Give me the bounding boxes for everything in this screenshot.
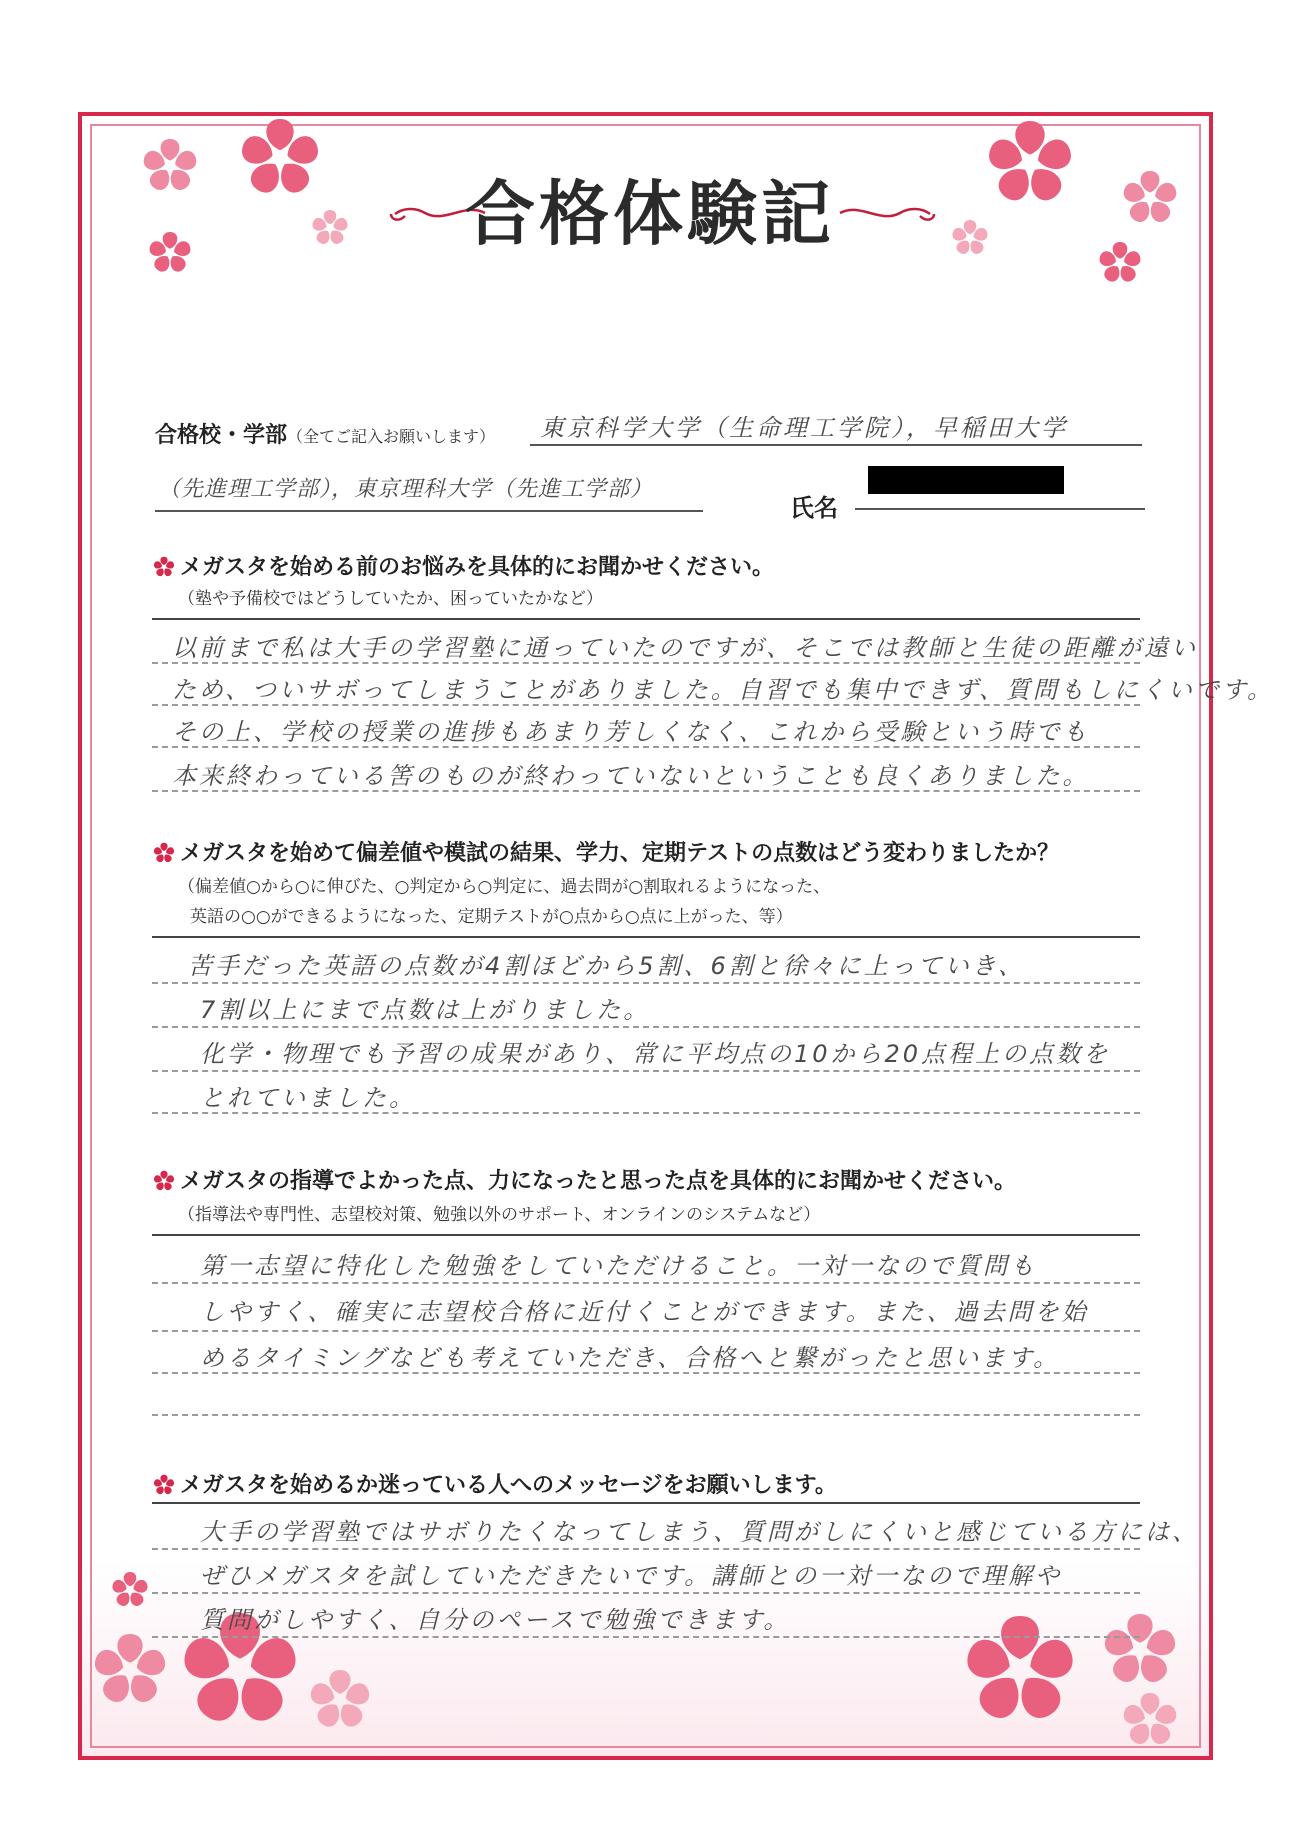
- rule: [152, 746, 1140, 748]
- sakura-decoration-bottom-right: [930, 1580, 1210, 1750]
- rule: [152, 1502, 1140, 1504]
- question-2-text: メガスタを始めて偏差値や模試の結果、学力、定期テストの点数はどう変わりましたか？: [180, 841, 1060, 866]
- school-note: （全てご記入お願いします）: [287, 427, 496, 446]
- answer-3-line3: めるタイミングなども考えていただき、合格へと繋がったと思います。: [200, 1344, 1061, 1372]
- school-underline-2: [155, 510, 703, 512]
- question-1-text: メガスタを始める前のお悩みを具体的にお聞かせください。: [180, 555, 775, 580]
- school-label: 合格校・学部: [155, 423, 288, 448]
- rule: [152, 1026, 1140, 1028]
- answer-2-line2: 7割以上にまで点数は上がりました。: [200, 996, 651, 1024]
- answer-2-line3: 化学・物理でも予習の成果があり、常に平均点の10から20点程上の点数を: [200, 1040, 1111, 1068]
- rule: [152, 704, 1140, 706]
- answer-2-line1: 苦手だった英語の点数が4割ほどから5割、6割と徐々に上っていき、: [188, 952, 1025, 980]
- school-answer-line2: （先進理工学部），東京理科大学（先進工学部）: [158, 477, 654, 502]
- answer-2-line4: とれていました。: [200, 1084, 416, 1112]
- question-2: [152, 836, 1059, 867]
- question-4-text: メガスタを始めるか迷っている人へのメッセージをお願いします。: [180, 1473, 837, 1498]
- answer-4-line1: 大手の学習塾ではサボりたくなってしまう、質問がしにくいと感じている方には、: [200, 1518, 1199, 1546]
- rule: [152, 790, 1140, 792]
- rule: [152, 1548, 1140, 1550]
- rule: [152, 1414, 1140, 1416]
- sakura-bullet-icon: [152, 842, 176, 864]
- rule: [152, 1592, 1140, 1594]
- name-redaction: [868, 466, 1064, 494]
- rule: [152, 936, 1140, 938]
- rule: [152, 618, 1140, 620]
- answer-3-line1: 第一志望に特化した勉強をしていただけること。一対一なので質問も: [200, 1252, 1037, 1280]
- answer-4-line3: 質問がしやすく、自分のペースで勉強できます。: [200, 1606, 791, 1634]
- rule: [152, 1636, 1140, 1638]
- answer-1-line3: その上、学校の授業の進捗もあまり芳しくなく、これから受験という時でも: [172, 718, 1090, 746]
- question-4: [152, 1468, 837, 1499]
- sakura-bullet-icon: [152, 556, 176, 578]
- rule: [152, 1372, 1140, 1374]
- rule: [152, 662, 1140, 664]
- rule: [152, 982, 1140, 984]
- sakura-bullet-icon: [152, 1170, 176, 1192]
- rule: [152, 1070, 1140, 1072]
- question-2-hint-2: 英語の○○ができるようになった、定期テストが○点から○点に上がった、等）: [190, 907, 793, 927]
- answer-1-line4: 本来終わっている筈のものが終わっていないということも良くありました。: [172, 762, 1090, 790]
- rule: [152, 1282, 1140, 1284]
- answer-3-line2: しやすく、確実に志望校合格に近付くことができます。また、過去問を始: [200, 1298, 1089, 1326]
- school-answer-line1: 東京科学大学（生命理工学院），早稲田大学: [540, 414, 1068, 442]
- rule: [152, 1234, 1140, 1236]
- sakura-bullet-icon: [152, 1474, 176, 1496]
- question-3: [152, 1164, 1016, 1195]
- school-underline-1: [530, 444, 1142, 446]
- answer-4-line2: ぜひメガスタを試していただきたいです。講師との一対一なので理解や: [200, 1562, 1063, 1590]
- question-2-hint-1: （偏差値○から○に伸びた、○判定から○判定に、過去問が○割取れるようになった、: [178, 877, 831, 897]
- question-3-hint: （指導法や専門性、志望校対策、勉強以外のサポート、オンラインのシステムなど）: [178, 1205, 821, 1225]
- answer-1-line2: ため、ついサボってしまうことがありました。自習でも集中できず、質問もしにくいです。: [172, 676, 1274, 704]
- page-title: 合格体験記: [465, 172, 835, 255]
- rule: [152, 1112, 1140, 1114]
- name-underline: [855, 508, 1145, 510]
- question-1: [152, 550, 774, 581]
- question-1-hint: （塾や予備校ではどうしていたか、困っていたかなど）: [178, 589, 603, 609]
- name-label: 氏名: [790, 494, 838, 522]
- school-label-row: [155, 418, 495, 449]
- rule: [152, 1330, 1140, 1332]
- answer-1-line1: 以前まで私は大手の学習塾に通っていたのですが、そこでは教師と生徒の距離が遠い: [172, 634, 1198, 662]
- question-3-text: メガスタの指導でよかった点、力になったと思った点を具体的にお聞かせください。: [180, 1169, 1017, 1194]
